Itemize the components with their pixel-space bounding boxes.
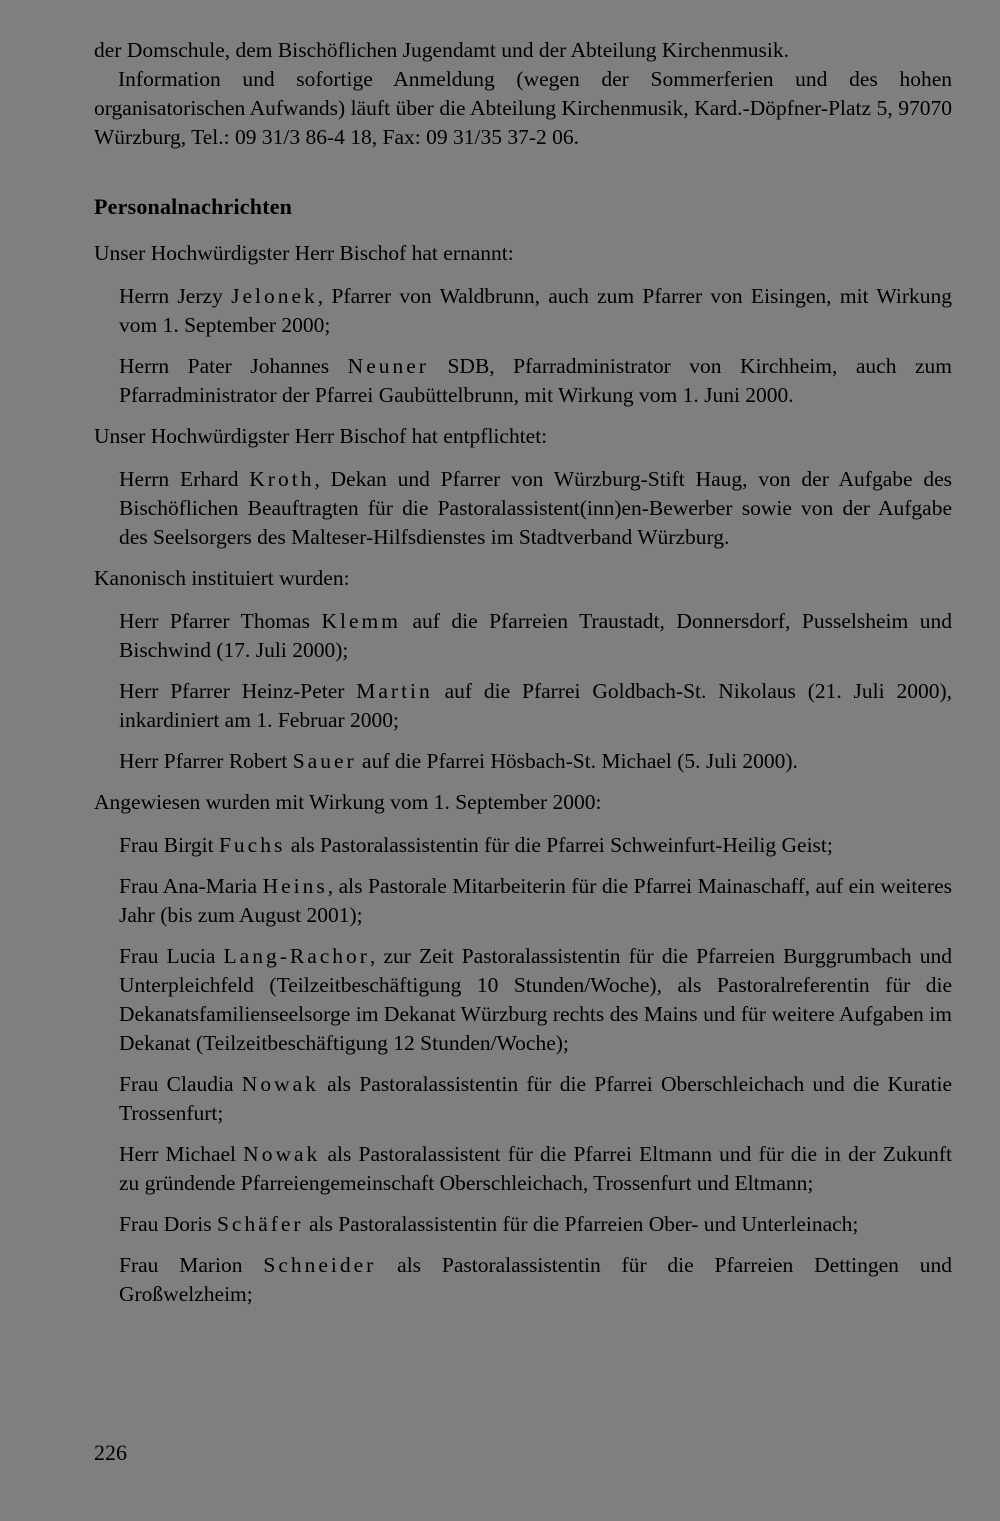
entry-martin: Herr Pfarrer Heinz-Peter Martin auf die Pfarrei Goldbach-St. Nikolaus (21. Juli 2000), inkardiniert am 1. Februar 2000; <box>119 679 952 732</box>
entry-sauer: Herr Pfarrer Robert Sauer auf die Pfarrei Hösbach-St. Michael (5. Juli 2000). <box>119 749 798 773</box>
entry-schaefer: Frau Doris Schäfer als Pastoralassistentin für die Pfarreien Ober- und Unterleinach; <box>119 1212 859 1236</box>
surname: Lang-Rachor <box>223 944 370 968</box>
lead-instituiert: Kanonisch instituiert wurden: <box>94 566 350 590</box>
surname: Klemm <box>321 609 401 633</box>
entry-nowak-michael: Herr Michael Nowak als Pastoralassistent für die Pfarrei Eltmann und für die in der Zukunft zu gründende Pfarreiengemeinschaft Oberschleichach, Trossenfurt und Eltmann; <box>119 1142 952 1195</box>
entry-nowak-claudia: Frau Claudia Nowak als Pastoralassistentin für die Pfarrei Oberschleichach und die Kuratie Trossenfurt; <box>119 1072 952 1125</box>
text-column <box>94 36 952 1321</box>
entry-lang-rachor: Frau Lucia Lang-Rachor, zur Zeit Pastoralassistentin für die Pfarreien Burggrumbach und Unterpleichfeld (Teilzeitbeschäftigung 10 Stunden/Woche), als Pastoralreferentin für die Dekanatsfamilienseelsorge im Dekanat Würzburg rechts des Mains und für weitere Aufgaben im Dekanat (Teilzeitbeschäftigung 12 Stunden/Woche); <box>119 944 952 1055</box>
surname: Nowak <box>243 1142 321 1166</box>
surname: Neuner <box>347 354 429 378</box>
lead-angewiesen: Angewiesen wurden mit Wirkung vom 1. September 2000: <box>94 790 602 814</box>
surname: Jelonek <box>231 284 318 308</box>
section-heading: Personalnachrichten <box>94 194 293 219</box>
entry-heins: Frau Ana-Maria Heins, als Pastorale Mitarbeiterin für die Pfarrei Mainaschaff, auf ein weiteres Jahr (bis zum August 2001); <box>119 874 952 927</box>
page-number: 226 <box>94 1440 127 1465</box>
entry-schneider: Frau Marion Schneider als Pastoralassistentin für die Pfarreien Dettingen und Großwelzheim; <box>119 1253 952 1306</box>
entry-fuchs: Frau Birgit Fuchs als Pastoralassistentin für die Pfarrei Schweinfurt-Heilig Geist; <box>119 833 833 857</box>
surname: Sauer <box>292 749 357 773</box>
surname: Heins <box>262 874 328 898</box>
lead-entpflichtet: Unser Hochwürdigster Herr Bischof hat entpflichtet: <box>94 424 548 448</box>
intro-block <box>94 36 952 152</box>
surname: Kroth <box>249 467 315 491</box>
entry-jelonek: Herrn Jerzy Jelonek, Pfarrer von Waldbrunn, auch zum Pfarrer von Eisingen, mit Wirkung vom 1. September 2000; <box>119 284 952 337</box>
surname: Martin <box>356 679 433 703</box>
surname: Schäfer <box>216 1212 304 1236</box>
entry-neuner: Herrn Pater Johannes Neuner SDB, Pfarradministrator von Kirchheim, auch zum Pfarradministrator der Pfarrei Gaubüttelbrunn, mit Wirkung vom 1. Juni 2000. <box>119 354 952 407</box>
intro-paragraph: Information und sofortige Anmeldung (wegen der Sommerferien und des hohen organisatorischen Aufwands) läuft über die Abteilung Kirchenmusik, Kard.-Döpfner-Platz 5, 97070 Würzburg, Tel.: 09 31/3 86-4 18, Fax: 09 31/35 37-2 06. <box>94 67 952 149</box>
entry-klemm: Herr Pfarrer Thomas Klemm auf die Pfarreien Traustadt, Donnersdorf, Pusselsheim und Bischwind (17. Juli 2000); <box>119 609 952 662</box>
entry-kroth: Herrn Erhard Kroth, Dekan und Pfarrer von Würzburg-Stift Haug, von der Aufgabe des Bischöflichen Beauftragten für die Pastoralassistent(inn)en-Bewerber sowie von der Aufgabe des Seelsorgers des Malteser-Hilfsdienstes im Stadtverband Würzburg. <box>119 467 953 549</box>
surname: Schneider <box>263 1253 377 1277</box>
surname: Fuchs <box>218 833 286 857</box>
intro-line: der Domschule, dem Bischöflichen Jugendamt und der Abteilung Kirchenmusik. <box>94 38 790 62</box>
surname: Nowak <box>241 1072 319 1096</box>
lead-ernannt: Unser Hochwürdigster Herr Bischof hat ernannt: <box>94 241 514 265</box>
